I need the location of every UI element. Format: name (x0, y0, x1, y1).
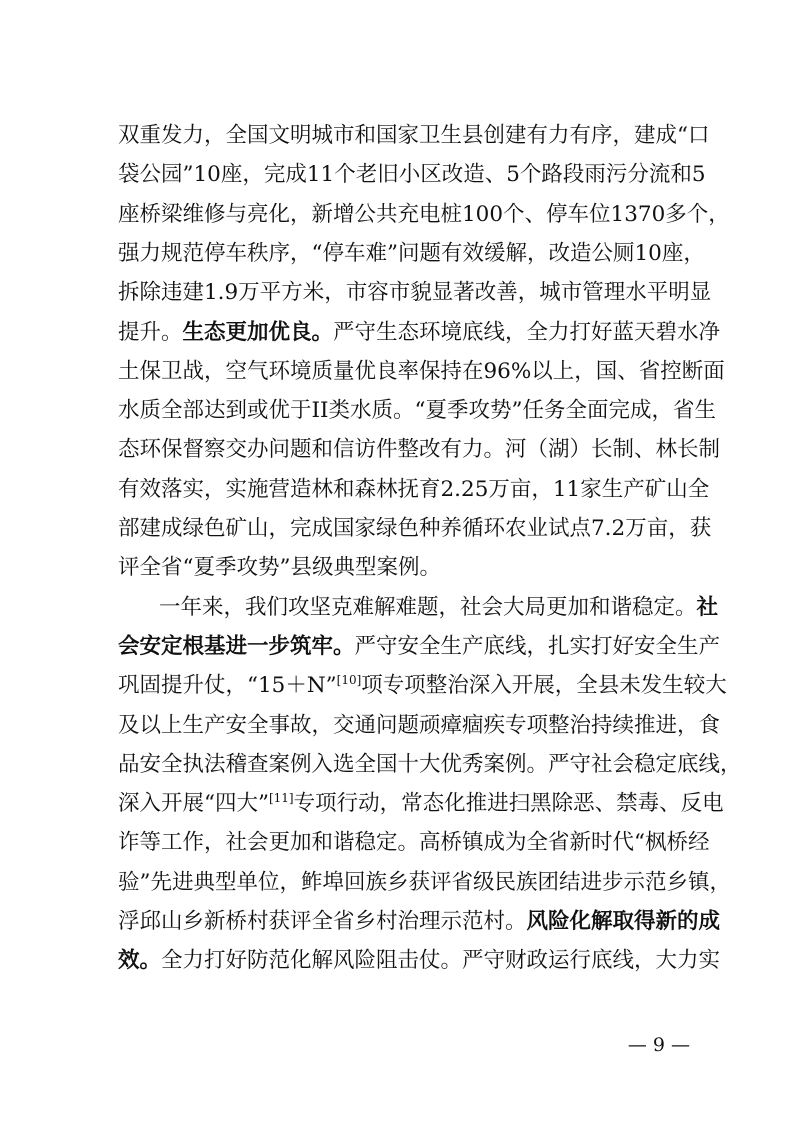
text-line (118, 391, 716, 431)
text-run: 巩固提升仗，“15＋N” (118, 673, 337, 698)
text-run: 强力规范停车秩序，“停车难”问题有效缓解，改造公厕10座， (118, 241, 705, 266)
text-line (118, 313, 721, 353)
text-run: 严守生态环境底线，全力打好蓝天碧水净 (333, 320, 721, 345)
text-run: 品安全执法稽查案例入选全国十大优秀案例。严守社会稳定底线， (118, 752, 742, 777)
text-line (118, 116, 710, 156)
text-run: 提升。 (118, 320, 183, 345)
bold-heading-text: 生态更加优良。 (182, 320, 334, 345)
text-run: 项专项整治深入开展，全县未发生较大 (361, 673, 727, 698)
footnote-ref: [10] (336, 672, 362, 687)
text-run: 评全省“夏季攻势”县级典型案例。 (118, 555, 441, 580)
text-line (118, 823, 710, 863)
text-line (118, 627, 721, 667)
text-line (118, 470, 710, 510)
text-line (118, 784, 724, 824)
text-run: 部建成绿色矿山，完成国家绿色种养循环农业试点7.2万亩，获 (118, 516, 712, 541)
text-line (118, 509, 712, 549)
text-line (118, 195, 730, 235)
text-run: 诈等工作，社会更加和谐稳定。高桥镇成为全省新时代“枫桥经 (118, 830, 710, 855)
text-run: 及以上生产安全事故，交通问题顽瘴痼疾专项整治持续推进，食 (118, 713, 721, 738)
footnote-ref: [11] (268, 790, 294, 805)
text-run: 严守安全生产底线，扎实打好安全生产 (354, 634, 721, 659)
text-line (118, 430, 721, 470)
bold-heading-text: 效。 (118, 948, 162, 973)
text-line (118, 902, 721, 942)
text-run: 态环保督察交办问题和信访件整改有力。河（湖）长制、林长制 (118, 437, 721, 462)
text-line (118, 863, 731, 903)
text-run: 浮邱山乡新桥村获评全省乡村治理示范村。 (118, 909, 527, 934)
text-run: 专项行动，常态化推进扫黑除恶、禁毒、反电 (293, 791, 724, 816)
text-run: 双重发力，全国文明城市和国家卫生县创建有力有序，建成“口 (118, 123, 710, 148)
text-line (118, 273, 712, 313)
bold-heading-text: 会安定根基进一步筑牢。 (118, 634, 355, 659)
bold-heading-text: 风险化解取得新的成 (526, 909, 721, 934)
text-line (118, 706, 721, 746)
page-number: — 9 — (627, 1034, 690, 1056)
text-run: 验”先进典型单位，鲊埠回族乡获评省级民族团结进步示范乡镇， (118, 870, 731, 895)
text-line (118, 745, 742, 785)
text-run: 袋公园”10座，完成11个老旧小区改造、5个路段雨污分流和5 (118, 162, 706, 187)
text-run: 全力打好防范化解风险阻击仗。严守财政运行底线，大力实 (161, 948, 721, 973)
text-line (118, 666, 727, 706)
text-line (118, 941, 721, 981)
text-run: 水质全部达到或优于II类水质。“夏季攻势”任务全面完成，省生 (118, 398, 716, 423)
bold-heading-text: 社 (696, 595, 719, 620)
text-run: 座桥梁维修与亮化，新增公共充电桩100个、停车位1370多个， (118, 202, 730, 227)
text-line (118, 155, 706, 195)
text-line (159, 588, 719, 628)
text-run: 拆除违建1.9万平方米，市容市貌显著改善，城市管理水平明显 (118, 280, 712, 305)
text-run: 深入开展“四大” (118, 791, 269, 816)
text-run: 土保卫战，空气环境质量优良率保持在96%以上，国、省控断面 (118, 359, 725, 384)
text-line (118, 548, 690, 588)
text-line (118, 352, 725, 392)
text-line (118, 234, 705, 274)
text-run: 有效落实，实施营造林和森林抚育2.25万亩，11家生产矿山全 (118, 477, 710, 502)
text-run: 一年来，我们攻坚克难解难题，社会大局更加和谐稳定。 (159, 595, 697, 620)
